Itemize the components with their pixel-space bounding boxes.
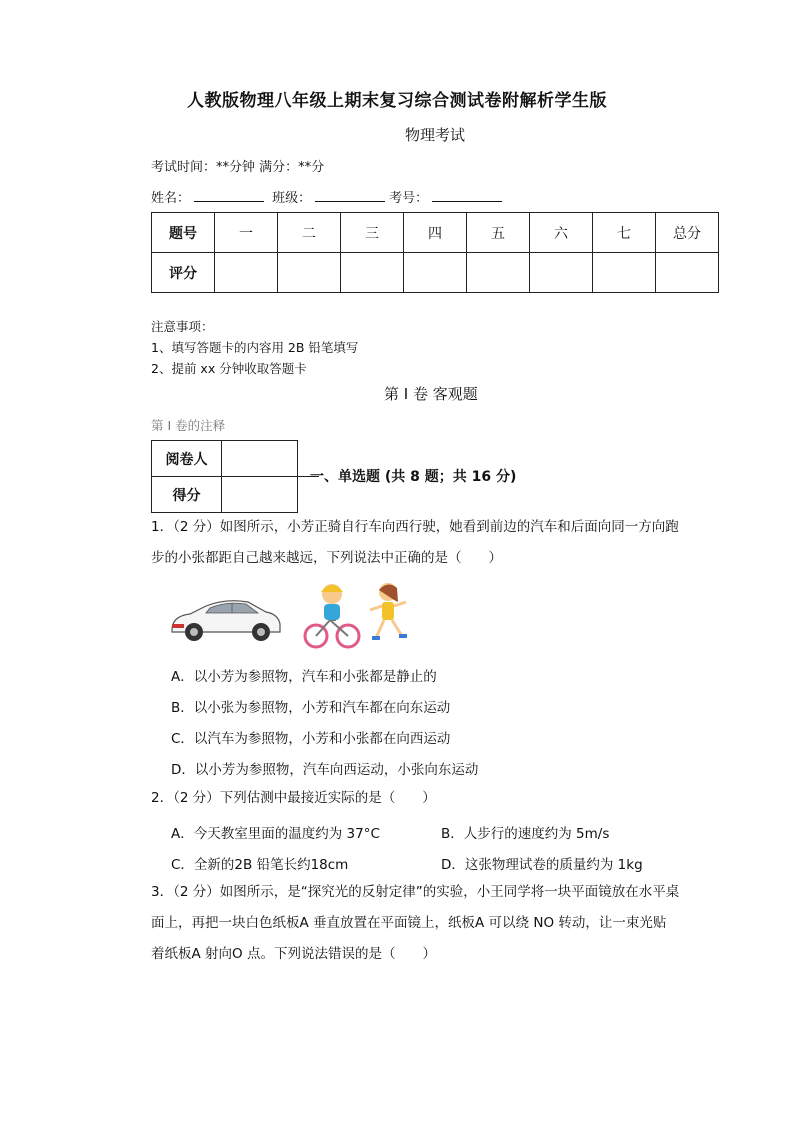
grader-cell[interactable] bbox=[222, 441, 298, 477]
score-col-3: 三 bbox=[341, 213, 404, 253]
question-3-stem-line: 面上，再把一块白色纸板A 垂直放置在平面镜上，纸板A 可以绕 NO 转动，让一束光贴 bbox=[151, 915, 667, 931]
id-blank[interactable] bbox=[432, 189, 502, 202]
car-illustration bbox=[172, 601, 280, 641]
grader-label: 阅卷人 bbox=[152, 441, 222, 477]
question-1-stem-line: 步的小张都距自己越来越远，下列说法中正确的是（ ） bbox=[151, 550, 502, 566]
score-col-total: 总分 bbox=[656, 213, 719, 253]
question-3-stem bbox=[151, 877, 721, 970]
name-blank[interactable] bbox=[194, 189, 264, 202]
score-table bbox=[151, 212, 719, 293]
question-1-stem-line: 1．（2 分）如图所示，小芳正骑自行车向西行驶，她看到前边的汽车和后面向同一方向跑 bbox=[151, 519, 679, 535]
part-title: 一、单选题 (共 8 题；共 16 分) bbox=[310, 469, 517, 485]
score-cell[interactable] bbox=[593, 253, 656, 293]
runner-illustration bbox=[370, 583, 407, 640]
score-cell[interactable] bbox=[341, 253, 404, 293]
cyclist-illustration bbox=[305, 584, 359, 647]
score-col-4: 四 bbox=[404, 213, 467, 253]
id-label: 考号： bbox=[389, 191, 429, 206]
score-row-label-score: 评分 bbox=[152, 253, 215, 293]
notes-item: 1、填写答题卡的内容用 2B 铅笔填写 bbox=[151, 340, 359, 355]
grader-table bbox=[151, 440, 298, 513]
question-3-stem-line: 着纸板A 射向O 点。下列说法错误的是（ ） bbox=[151, 946, 436, 962]
question-1-option-d[interactable]: D．以小芳为参照物，汽车向西运动，小张向东运动 bbox=[171, 762, 479, 778]
question-1-option-a[interactable]: A．以小芳为参照物，汽车和小张都是静止的 bbox=[171, 669, 437, 685]
notes bbox=[151, 316, 358, 379]
score-cell[interactable] bbox=[467, 253, 530, 293]
question-2-stem: 2．（2 分）下列估测中最接近实际的是（ ） bbox=[151, 790, 436, 806]
score-col-2: 二 bbox=[278, 213, 341, 253]
question-2-option-b[interactable]: B．人步行的速度约为 5m/s bbox=[441, 826, 610, 842]
class-label: 班级： bbox=[272, 191, 312, 206]
class-blank[interactable] bbox=[315, 189, 385, 202]
score-col-7: 七 bbox=[593, 213, 656, 253]
section-note: 第 I 卷的注释 bbox=[151, 418, 226, 433]
question-1-option-c[interactable]: C．以汽车为参照物，小芳和小张都在向西运动 bbox=[171, 731, 451, 747]
question-1-option-b[interactable]: B．以小张为参照物，小芳和汽车都在向东运动 bbox=[171, 700, 451, 716]
name-label: 姓名： bbox=[151, 191, 191, 206]
score-cell[interactable] bbox=[215, 253, 278, 293]
score-row-label-number: 题号 bbox=[152, 213, 215, 253]
score-cell[interactable] bbox=[530, 253, 593, 293]
score-cell[interactable] bbox=[404, 253, 467, 293]
score-table-score-row bbox=[152, 253, 719, 293]
question-1-figure bbox=[166, 580, 426, 652]
score-col-6: 六 bbox=[530, 213, 593, 253]
notes-item: 2、提前 xx 分钟收取答题卡 bbox=[151, 361, 307, 376]
score-cell[interactable] bbox=[656, 253, 719, 293]
exam-info: 考试时间：**分钟 满分：**分 bbox=[151, 160, 325, 175]
score-col-5: 五 bbox=[467, 213, 530, 253]
score-label: 得分 bbox=[152, 477, 222, 513]
document-subtitle: 物理考试 bbox=[404, 126, 465, 144]
question-2-option-d[interactable]: D．这张物理试卷的质量约为 1kg bbox=[441, 857, 643, 873]
score-value-cell[interactable] bbox=[222, 477, 298, 513]
question-2-option-a[interactable]: A．今天教室里面的温度约为 37°C bbox=[171, 826, 380, 842]
score-cell[interactable] bbox=[278, 253, 341, 293]
student-info-line bbox=[151, 187, 506, 206]
question-3-stem-line: 3．（2 分）如图所示，是“探究光的反射定律”的实验，小王同学将一块平面镜放在水平桌 bbox=[151, 884, 680, 900]
notes-heading: 注意事项： bbox=[151, 319, 214, 334]
question-2-option-c[interactable]: C．全新的2B 铅笔长约18cm bbox=[171, 857, 349, 873]
question-1-stem bbox=[151, 512, 721, 574]
score-table-header-row bbox=[152, 213, 719, 253]
section-title: 第 I 卷 客观题 bbox=[384, 385, 478, 403]
document-title: 人教版物理八年级上期末复习综合测试卷附解析学生版 bbox=[187, 91, 607, 111]
score-col-1: 一 bbox=[215, 213, 278, 253]
